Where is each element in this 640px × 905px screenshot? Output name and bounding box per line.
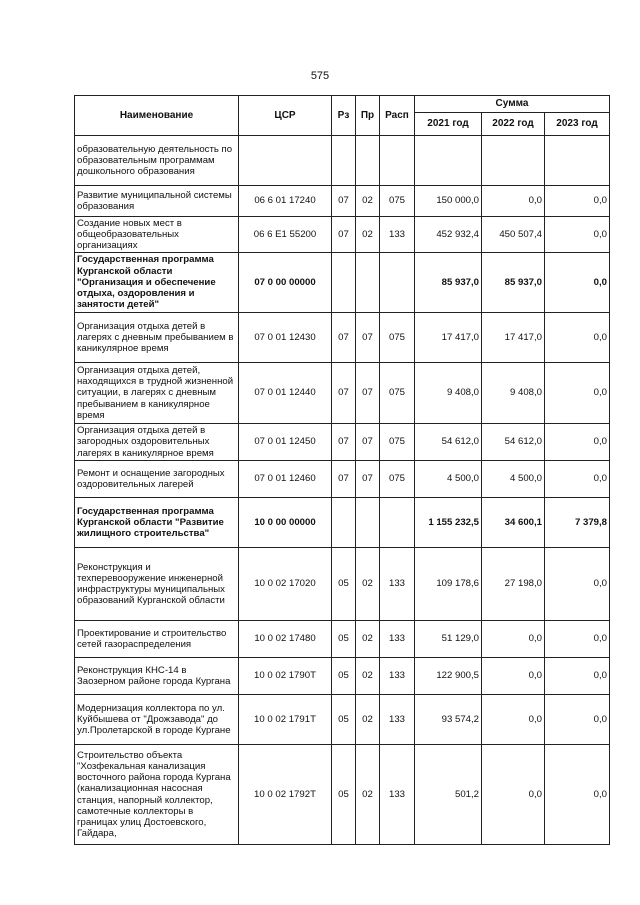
- table-row: [75, 658, 610, 695]
- table-body: [75, 136, 610, 845]
- row-2022: 27 198,0: [482, 548, 545, 621]
- row-2021: 501,2: [415, 745, 482, 845]
- header-2021: 2021 год: [415, 113, 482, 136]
- row-2022: 450 507,4: [482, 217, 545, 253]
- row-2021: 122 900,5: [415, 658, 482, 695]
- row-csr: 10 0 02 1791Т: [239, 695, 332, 745]
- table-row: [75, 498, 610, 548]
- row-2022: 54 612,0: [482, 424, 545, 461]
- row-rz: [332, 498, 356, 548]
- row-pr: 02: [356, 621, 380, 658]
- row-pr: 02: [356, 745, 380, 845]
- row-2023: 7 379,8: [545, 498, 610, 548]
- table-row: [75, 217, 610, 253]
- row-2023: 0,0: [545, 363, 610, 424]
- row-csr: 10 0 02 17020: [239, 548, 332, 621]
- table-row: [75, 461, 610, 498]
- row-name: Реконструкция КНС-14 в Заозерном районе города Кургана: [75, 658, 239, 695]
- header-csr: ЦСР: [239, 96, 332, 136]
- row-rasp: 075: [380, 313, 415, 363]
- row-rz: [332, 253, 356, 313]
- table-row: [75, 186, 610, 217]
- row-pr: [356, 498, 380, 548]
- row-rz: 07: [332, 217, 356, 253]
- row-rz: 07: [332, 186, 356, 217]
- row-2021: 109 178,6: [415, 548, 482, 621]
- row-rasp: 075: [380, 363, 415, 424]
- row-2021: 4 500,0: [415, 461, 482, 498]
- row-csr: 07 0 00 00000: [239, 253, 332, 313]
- table-row: [75, 424, 610, 461]
- row-2022: 17 417,0: [482, 313, 545, 363]
- row-2023: 0,0: [545, 621, 610, 658]
- row-2021: 452 932,4: [415, 217, 482, 253]
- row-rz: 07: [332, 424, 356, 461]
- row-2023: 0,0: [545, 253, 610, 313]
- row-name: Организация отдыха детей, находящихся в трудной жизненной ситуации, в лагерях с дневным пребыванием в каникулярное время: [75, 363, 239, 424]
- row-pr: 02: [356, 186, 380, 217]
- row-rasp: 133: [380, 217, 415, 253]
- row-2023: 0,0: [545, 695, 610, 745]
- row-rz: 05: [332, 548, 356, 621]
- row-name: Ремонт и оснащение загородных оздоровительных лагерей: [75, 461, 239, 498]
- row-name: образовательную деятельность по образовательным программам дошкольного образования: [75, 136, 239, 186]
- row-csr: [239, 136, 332, 186]
- table-row: [75, 621, 610, 658]
- row-2023: [545, 136, 610, 186]
- row-rz: 07: [332, 363, 356, 424]
- row-2021: 54 612,0: [415, 424, 482, 461]
- row-rasp: 133: [380, 621, 415, 658]
- row-rz: 07: [332, 313, 356, 363]
- row-rasp: 133: [380, 658, 415, 695]
- header-rasp: Расп: [380, 96, 415, 136]
- row-csr: 10 0 02 17480: [239, 621, 332, 658]
- row-2022: 0,0: [482, 745, 545, 845]
- row-2023: 0,0: [545, 658, 610, 695]
- row-csr: 10 0 02 1790Т: [239, 658, 332, 695]
- row-pr: [356, 253, 380, 313]
- row-pr: 07: [356, 313, 380, 363]
- row-2021: 17 417,0: [415, 313, 482, 363]
- row-2022: 0,0: [482, 186, 545, 217]
- row-pr: 07: [356, 363, 380, 424]
- header-row: [75, 96, 610, 113]
- row-rasp: 075: [380, 186, 415, 217]
- row-2022: 85 937,0: [482, 253, 545, 313]
- table-row: [75, 253, 610, 313]
- row-name: Государственная программа Курганской области "Развитие жилищного строительства": [75, 498, 239, 548]
- row-2022: 0,0: [482, 621, 545, 658]
- header-2022: 2022 год: [482, 113, 545, 136]
- header-name: Наименование: [75, 96, 239, 136]
- row-2021: [415, 136, 482, 186]
- row-name: Государственная программа Курганской области "Организация и обеспечение отдыха, оздоровления и занятости детей": [75, 253, 239, 313]
- row-2023: 0,0: [545, 424, 610, 461]
- row-2023: 0,0: [545, 186, 610, 217]
- row-rasp: 133: [380, 548, 415, 621]
- page-number: 575: [310, 70, 330, 82]
- header-rz: Рз: [332, 96, 356, 136]
- row-csr: 07 0 01 12460: [239, 461, 332, 498]
- row-csr: 07 0 01 12450: [239, 424, 332, 461]
- row-csr: 06 6 E1 55200: [239, 217, 332, 253]
- row-csr: 10 0 02 1792Т: [239, 745, 332, 845]
- row-rz: 05: [332, 658, 356, 695]
- row-rasp: 075: [380, 461, 415, 498]
- row-2023: 0,0: [545, 313, 610, 363]
- row-rasp: 133: [380, 745, 415, 845]
- header-pr: Пр: [356, 96, 380, 136]
- row-name: Развитие муниципальной системы образования: [75, 186, 239, 217]
- row-pr: 07: [356, 461, 380, 498]
- row-name: Организация отдыха детей в лагерях с дневным пребыванием в каникулярное время: [75, 313, 239, 363]
- row-rasp: [380, 136, 415, 186]
- row-rasp: 075: [380, 424, 415, 461]
- row-pr: 02: [356, 695, 380, 745]
- table-row: [75, 695, 610, 745]
- row-2022: 34 600,1: [482, 498, 545, 548]
- row-rz: 07: [332, 461, 356, 498]
- row-name: Модернизация коллектора по ул. Куйбышева от "Дрожзавода" до ул.Пролетарской в городе Кургане: [75, 695, 239, 745]
- row-2021: 9 408,0: [415, 363, 482, 424]
- table-row: [75, 313, 610, 363]
- row-rasp: [380, 253, 415, 313]
- row-rasp: 133: [380, 695, 415, 745]
- table-row: [75, 363, 610, 424]
- row-name: Проектирование и строительство сетей газораспределения: [75, 621, 239, 658]
- budget-table: [74, 95, 610, 845]
- row-2023: 0,0: [545, 461, 610, 498]
- row-rz: [332, 136, 356, 186]
- row-csr: 06 6 01 17240: [239, 186, 332, 217]
- row-2022: [482, 136, 545, 186]
- row-rz: 05: [332, 745, 356, 845]
- row-2023: 0,0: [545, 745, 610, 845]
- row-pr: 02: [356, 548, 380, 621]
- row-2022: 0,0: [482, 658, 545, 695]
- row-2021: 150 000,0: [415, 186, 482, 217]
- row-rz: 05: [332, 621, 356, 658]
- row-name: Создание новых мест в общеобразовательных организациях: [75, 217, 239, 253]
- row-name: Организация отдыха детей в загородных оздоровительных лагерях в каникулярное время: [75, 424, 239, 461]
- row-name: Реконструкция и техперевооружение инженерной инфраструктуры муниципальных образований Курганской области: [75, 548, 239, 621]
- row-pr: [356, 136, 380, 186]
- header-summa: Сумма: [415, 96, 610, 113]
- row-2022: 4 500,0: [482, 461, 545, 498]
- row-rz: 05: [332, 695, 356, 745]
- header-2023: 2023 год: [545, 113, 610, 136]
- row-2021: 1 155 232,5: [415, 498, 482, 548]
- row-rasp: [380, 498, 415, 548]
- table-row: [75, 745, 610, 845]
- table-row: [75, 548, 610, 621]
- row-2022: 0,0: [482, 695, 545, 745]
- table-row: [75, 136, 610, 186]
- row-2023: 0,0: [545, 548, 610, 621]
- row-csr: 10 0 00 00000: [239, 498, 332, 548]
- row-2021: 51 129,0: [415, 621, 482, 658]
- row-csr: 07 0 01 12430: [239, 313, 332, 363]
- row-pr: 02: [356, 217, 380, 253]
- row-name: Строительство объекта "Хозфекальная канализация восточного района города Кургана (канализационная насосная станция, напорный коллектор, самотечные коллекторы в границах улиц Достоевского, Гайдара,: [75, 745, 239, 845]
- row-2021: 85 937,0: [415, 253, 482, 313]
- row-2023: 0,0: [545, 217, 610, 253]
- row-pr: 02: [356, 658, 380, 695]
- row-pr: 07: [356, 424, 380, 461]
- row-2021: 93 574,2: [415, 695, 482, 745]
- row-csr: 07 0 01 12440: [239, 363, 332, 424]
- row-2022: 9 408,0: [482, 363, 545, 424]
